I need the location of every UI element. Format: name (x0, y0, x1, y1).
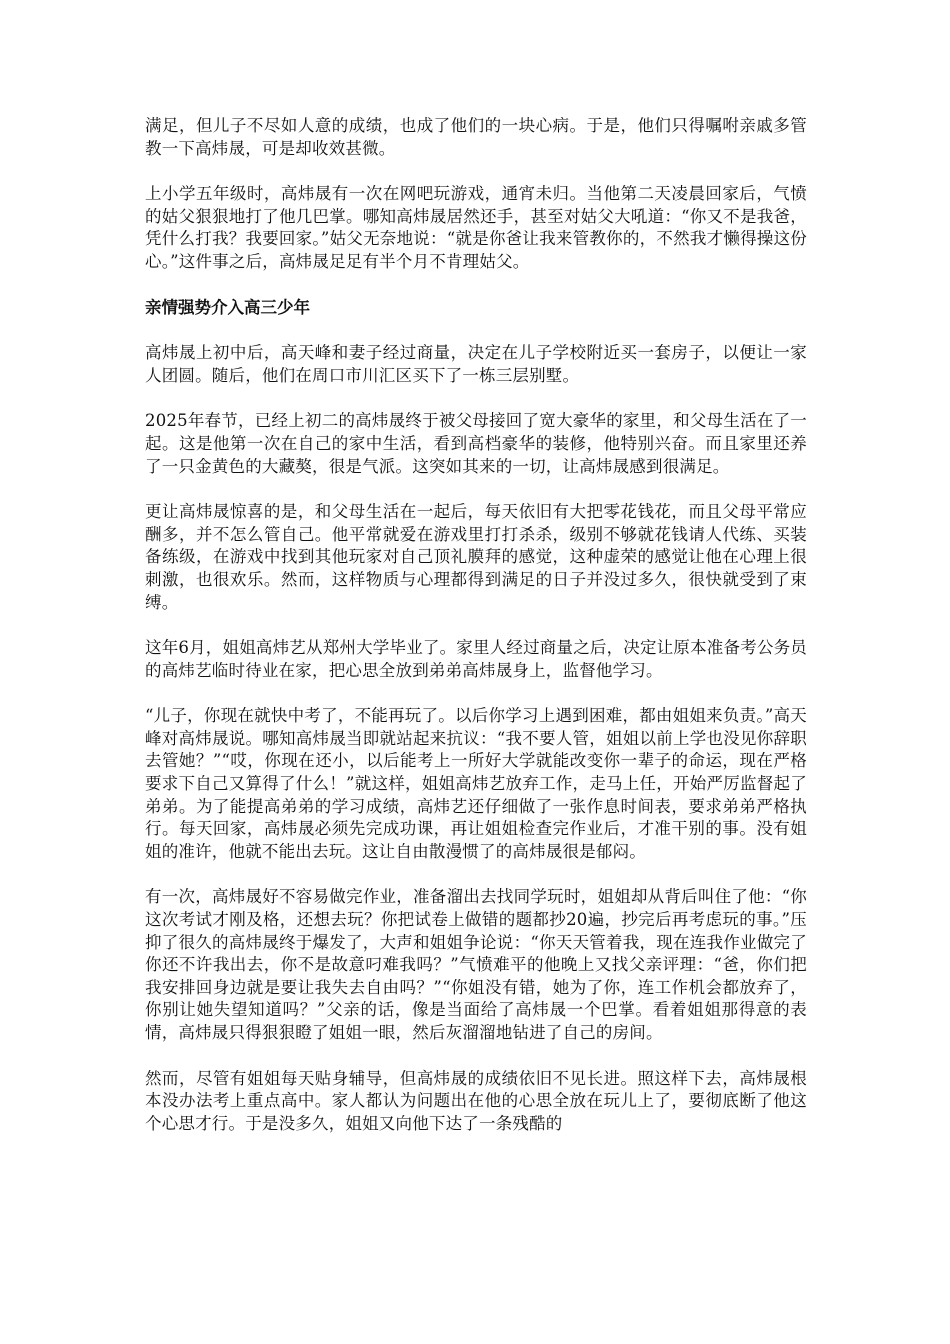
paragraph: 更让高炜晟惊喜的是，和父母生活在一起后，每天依旧有大把零花钱花，而且父母平常应酬多，并不怎么管自己。他平常就爱在游戏里打打杀杀，级别不够就花钱请人代练、买装备练级，在游戏中找到其他玩家对自己顶礼膜拜的感觉，这种虚荣的感觉让他在心理上很刺激，也很欢乐。然而，这样物质与心理都得到满足的日子并没过多久，很快就受到了束缚。 (145, 502, 807, 612)
section-heading: 亲情强势介入高三少年 (145, 297, 310, 317)
paragraph: 满足，但儿子不尽如人意的成绩，也成了他们的一块心病。于是，他们只得嘱咐亲戚多管教一下高炜晟，可是却收效甚微。 (145, 116, 807, 158)
paragraph: 高炜晟上初中后，高天峰和妻子经过商量，决定在儿子学校附近买一套房子，以便让一家人团圆。随后，他们在周口市川汇区买下了一栋三层别墅。 (145, 343, 807, 385)
paragraph: 然而，尽管有姐姐每天贴身辅导，但高炜晟的成绩依旧不见长进。照这样下去，高炜晟根本没办法考上重点高中。家人都认为问题出在他的心思全放在玩儿上了，要彻底断了他这个心思才行。于是没多久，姐姐又向他下达了一条残酷的 (145, 1068, 807, 1133)
paragraph: “儿子，你现在就快中考了，不能再玩了。以后你学习上遇到困难，都由姐姐来负责。”高天峰对高炜晟说。哪知高炜晟当即就站起来抗议：“我不要人管，姐姐以前上学也没见你辞职去管她？”“哎，你现在还小，以后能考上一所好大学就能改变你一辈子的命运，现在严格要求下自己又算得了什么！”就这样，姐姐高炜艺放弃工作，走马上任，开始严厉监督起了弟弟。为了能提高弟弟的学习成绩，高炜艺还仔细做了一张作息时间表，要求弟弟严格执行。每天回家，高炜晟必须先完成功课，再让姐姐检查完作业后，才准干别的事。没有姐姐的准许，他就不能出去玩。这让自由散漫惯了的高炜晟很是郁闷。 (145, 706, 807, 861)
paragraph: 上小学五年级时，高炜晟有一次在网吧玩游戏，通宵未归。当他第二天凌晨回家后，气愤的姑父狠狠地打了他几巴掌。哪知高炜晟居然还手，甚至对姑父大吼道：“你又不是我爸，凭什么打我？我要回家。”姑父无奈地说：“就是你爸让我来管教你的，不然我才懒得操这份心。”这件事之后，高炜晟足足有半个月不肯理姑父。 (145, 184, 807, 271)
article-body (145, 115, 807, 1158)
paragraph: 有一次，高炜晟好不容易做完作业，准备溜出去找同学玩时，姐姐却从背后叫住了他：“你这次考试才刚及格，还想去玩？你把试卷上做错的题都抄20遍，抄完后再考虑玩的事。”压抑了很久的高炜晟终于爆发了，大声和姐姐争论说：“你天天管着我，现在连我作业做完了你还不许我出去，你不是故意叼难我吗？”气愤难平的他晚上又找父亲评理：“爸，你们把我安排回身边就是要让我失去自由吗？”“你姐没有错，她为了你，连工作机会都放弃了，你别让她失望知道吗？”父亲的话，像是当面给了高炜晟一个巴掌。看着姐姐那得意的表情，高炜晟只得狠狠瞪了姐姐一眼，然后灰溜溜地钻进了自己的房间。 (145, 887, 807, 1042)
paragraph: 2025年春节，已经上初二的高炜晟终于被父母接回了宽大豪华的家里，和父母生活在了一起。这是他第一次在自己的家中生活，看到高档豪华的装修，他特别兴奋。而且家里还养了一只金黄色的大藏獒，很是气派。这突如其来的一切，让高炜晟感到很满足。 (145, 411, 807, 476)
paragraph: 这年6月，姐姐高炜艺从郑州大学毕业了。家里人经过商量之后，决定让原本准备考公务员的高炜艺临时待业在家，把心思全放到弟弟高炜晟身上，监督他学习。 (145, 638, 807, 680)
